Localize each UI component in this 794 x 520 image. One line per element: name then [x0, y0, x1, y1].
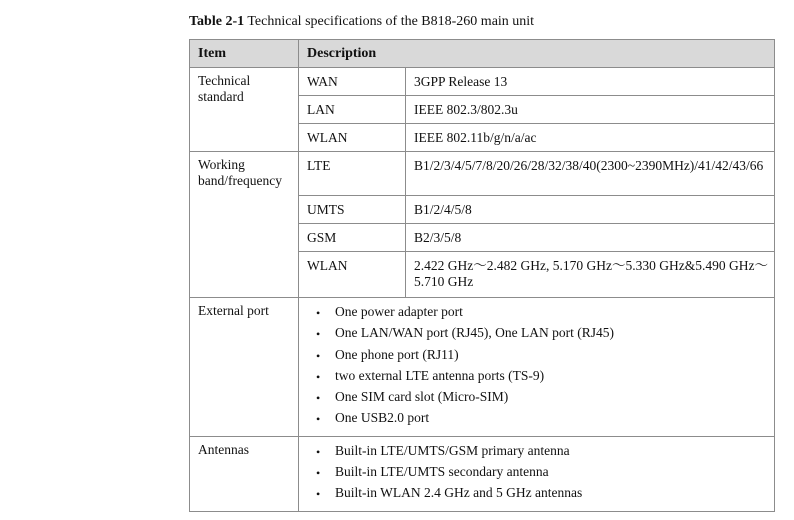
- sub-item-wlan-band: WLAN: [299, 252, 406, 298]
- list-item-text: Built-in LTE/UMTS/GSM primary antenna: [335, 442, 570, 458]
- bullet-icon: •: [316, 348, 321, 363]
- list-item: [316, 464, 774, 485]
- caption-text: Technical specifications of the B818-260 main unit: [244, 14, 535, 29]
- sub-item-wlan: WLAN: [299, 124, 406, 152]
- list-item: [316, 389, 774, 410]
- sub-item-umts: UMTS: [299, 196, 406, 224]
- bullet-icon: •: [316, 327, 321, 342]
- value-lan: IEEE 802.3/802.3u: [406, 96, 775, 124]
- table-header-row: [190, 40, 775, 68]
- spec-table: [189, 39, 775, 512]
- list-item-text: Built-in LTE/UMTS secondary antenna: [335, 464, 549, 480]
- list-item-text: One phone port (RJ11): [335, 346, 459, 362]
- header-item: Item: [190, 40, 299, 68]
- bullet-icon: •: [316, 369, 321, 384]
- value-wlan-band: 2.422 GHz～2.482 GHz, 5.170 GHz～5.330 GHz&5.490 GHz～5.710 GHz: [406, 252, 775, 298]
- antennas-description: [299, 436, 775, 511]
- item-external-port: External port: [190, 298, 299, 437]
- item-working-band: Working band/frequency: [190, 152, 299, 298]
- value-umts: B1/2/4/5/8: [406, 196, 775, 224]
- list-item: [316, 485, 774, 506]
- list-item: [316, 443, 774, 464]
- external-port-description: [299, 298, 775, 437]
- item-technical-standard: Technical standard: [190, 68, 299, 152]
- caption-label: Table 2-1: [189, 14, 245, 29]
- bullet-icon: •: [316, 487, 321, 502]
- table-row: [190, 68, 775, 96]
- list-item-text: One USB2.0 port: [335, 410, 430, 426]
- list-item: [316, 304, 774, 325]
- bullet-icon: •: [316, 391, 321, 406]
- item-antennas: Antennas: [190, 436, 299, 511]
- list-item: [316, 368, 774, 389]
- bullet-icon: •: [316, 306, 321, 320]
- sub-item-lan: LAN: [299, 96, 406, 124]
- bullet-icon: •: [316, 444, 321, 459]
- table-caption: [189, 14, 534, 30]
- list-item: [316, 325, 774, 346]
- bullet-icon: •: [316, 466, 321, 481]
- value-lte: B1/2/3/4/5/7/8/20/26/28/32/38/40(2300~2390MHz)/41/42/43/66: [406, 152, 775, 196]
- sub-item-gsm: GSM: [299, 224, 406, 252]
- sub-item-lte: LTE: [299, 152, 406, 196]
- value-gsm: B2/3/5/8: [406, 224, 775, 252]
- external-port-list: [316, 304, 774, 432]
- table-row: [190, 152, 775, 196]
- antennas-list: [316, 443, 774, 507]
- list-item: [316, 410, 774, 431]
- value-wlan: IEEE 802.11b/g/n/a/ac: [406, 124, 775, 152]
- list-item-text: two external LTE antenna ports (TS-9): [335, 367, 545, 383]
- list-item-text: One power adapter port: [335, 304, 463, 319]
- list-item-text: One SIM card slot (Micro-SIM): [335, 389, 509, 405]
- header-description: Description: [299, 40, 775, 68]
- table-row: [190, 436, 775, 511]
- sub-item-wan: WAN: [299, 68, 406, 96]
- bullet-icon: •: [316, 412, 321, 427]
- list-item: [316, 347, 774, 368]
- table-row: [190, 298, 775, 437]
- list-item-text: One LAN/WAN port (RJ45), One LAN port (RJ45): [335, 325, 614, 341]
- value-wan: 3GPP Release 13: [406, 68, 775, 96]
- list-item-text: Built-in WLAN 2.4 GHz and 5 GHz antennas: [335, 485, 583, 501]
